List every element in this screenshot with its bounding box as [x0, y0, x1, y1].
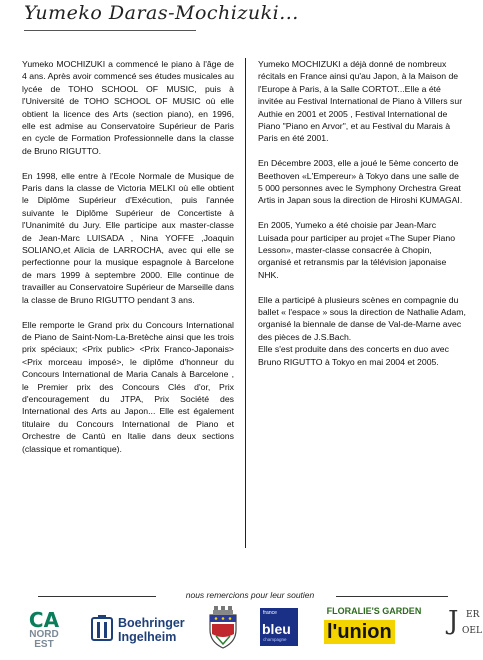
- france-bleu-box: [260, 608, 298, 646]
- bio-paragraph: Elle s'est produite dans des concerts en duo avec Bruno RIGUTTO à Tokyo en mai 2004 et 2005.: [258, 344, 449, 367]
- bio-paragraph: En 2005, Yumeko a été choisie par Jean-Marc Luisada pour participer au projet «The Super Piano Lesson», master-classe consacrée à Chopin, organisé et retransmis par la télévision japonaise NHK.: [258, 220, 456, 280]
- credit-agricole-mark: CA: [28, 608, 60, 632]
- column-divider: [245, 58, 246, 548]
- jp-letters-oel: OEL: [462, 626, 482, 636]
- bio-paragraph: Yumeko MOCHIZUKI a commencé le piano à l'âge de 4 ans. Après avoir commencé ses études musicales au lycée de TOHO SCHOOL OF MUSIC, puis à l'Université de TOHO SCHOOL OF MUSIC où elle obtient la licence des Arts (section piano), en 1996, elle est admise au Conservatoire Supérieur de Paris en cycle de Formation Professionnelle dans la classe de Bruno RIGUTTO.: [22, 59, 234, 156]
- credit-agricole-line1: NORD: [29, 629, 59, 640]
- sponsor-logos: [0, 606, 483, 656]
- bio-paragraph: En Décembre 2003, elle a joué le 5ème concerto de Beethoven «L'Empereur» à Tokyo dans une salle de 5 000 personnes avec le Symphony Orchestra Great Artis in Japan sous la direction de Hiroshi KUMAGAI.: [258, 158, 463, 206]
- credit-agricole-line2: EST: [34, 639, 54, 650]
- title-underline: [24, 30, 196, 31]
- left-column: [22, 58, 234, 467]
- sponsors-thanks-text: nous remercions pour leur soutien: [185, 590, 315, 600]
- sponsors-rule-left: [38, 596, 156, 597]
- bio-paragraph: En 1998, elle entre à l'Ecole Normale de Musique de Paris dans la classe de Victoria MELKI où elle obtient le Diplôme Supérieur d'Exécution, puis l'année suivante le Diplôme Supérieur de Concertiste à l'Unanimité du Jury. Elle participe aux master-classe de Jean-Marc LUISADA , Nina YOFFE ,Joaquin SOLIANO,et Alicia de LARROCHA, avec qui elle se perfectionne pour la musique espagnole à Barcelone de mars 1999 à septembre 2000. Elle continue de travailler au Conservatoire Supérieur de Marseille dans la classe de Bruno RIGUTTO pendant 3 ans.: [22, 170, 234, 305]
- france-bleu-big: bleu: [262, 621, 291, 637]
- bio-paragraph: Elle remporte le Grand prix du Concours International de Piano de Saint-Nom-La-Bretèche ainsi que les trois prix spéciaux; <Prix public> <Prix Franco-Japonais> <Prix morceau imposé>, le diplôme d'honneur du Concours International de Maria Canals à Barcelone , le Premier prix des Concours Clés d'or, Prix d'encouragement du JTPA, Prix Société des International des Arts au Japon... Elle est également titulaire du Concours International de Piano et Orchestre de Cantù en Italie dans deux sections (classique et romantique).: [22, 319, 234, 454]
- france-bleu-logo: [260, 606, 298, 654]
- bio-paragraph: Elle a participé à plusieurs scènes en compagnie du ballet « l'espace » sous la direction de Nathalie Adam, organisé la biennale de danse de Val-de-Marne avec des pièces de J.S.Bach.: [258, 294, 466, 342]
- france-bleu-sub: champagne: [263, 637, 287, 642]
- credit-agricole-region: [24, 630, 64, 650]
- boehringer-line2: Ingelheim: [118, 630, 177, 644]
- jp-letter-j: J: [448, 606, 459, 636]
- bio-paragraph: Yumeko MOCHIZUKI a déjà donné de nombreux récitals en France ainsi qu'au Japon, à la Maison de l'Europe à Paris, à la Salle CORTOT...Elle a été invitée au Festival International de Piano à Villers sur Authie en 2001 et 2005 , Festival International de Piano "Piano en Arvor", et au Festival du Marais à Paris en été 2001.: [258, 59, 463, 144]
- coat-of-arms-icon: [206, 606, 240, 650]
- boehringer-mark-icon: [90, 614, 114, 642]
- floralies-union-logo: [316, 606, 434, 654]
- right-column: [258, 58, 466, 381]
- france-bleu-small: france: [263, 610, 277, 616]
- credit-agricole-logo: [24, 606, 64, 654]
- sponsors-heading: [38, 590, 448, 604]
- page-title: Yumeko Daras-Mochizuki...: [24, 2, 299, 24]
- jp-letters-er: ER: [466, 610, 480, 620]
- coat-of-arms-logo: [206, 606, 240, 654]
- jp-logo: [448, 606, 480, 654]
- boehringer-logo: [90, 606, 186, 654]
- sponsors-rule-right: [336, 596, 448, 597]
- boehringer-line1: Boehringer: [118, 616, 185, 630]
- union-wordmark: l'union: [324, 620, 395, 644]
- floralies-wordmark: FLORALIE'S GARDEN: [326, 606, 422, 616]
- boehringer-wordmark: [118, 616, 185, 644]
